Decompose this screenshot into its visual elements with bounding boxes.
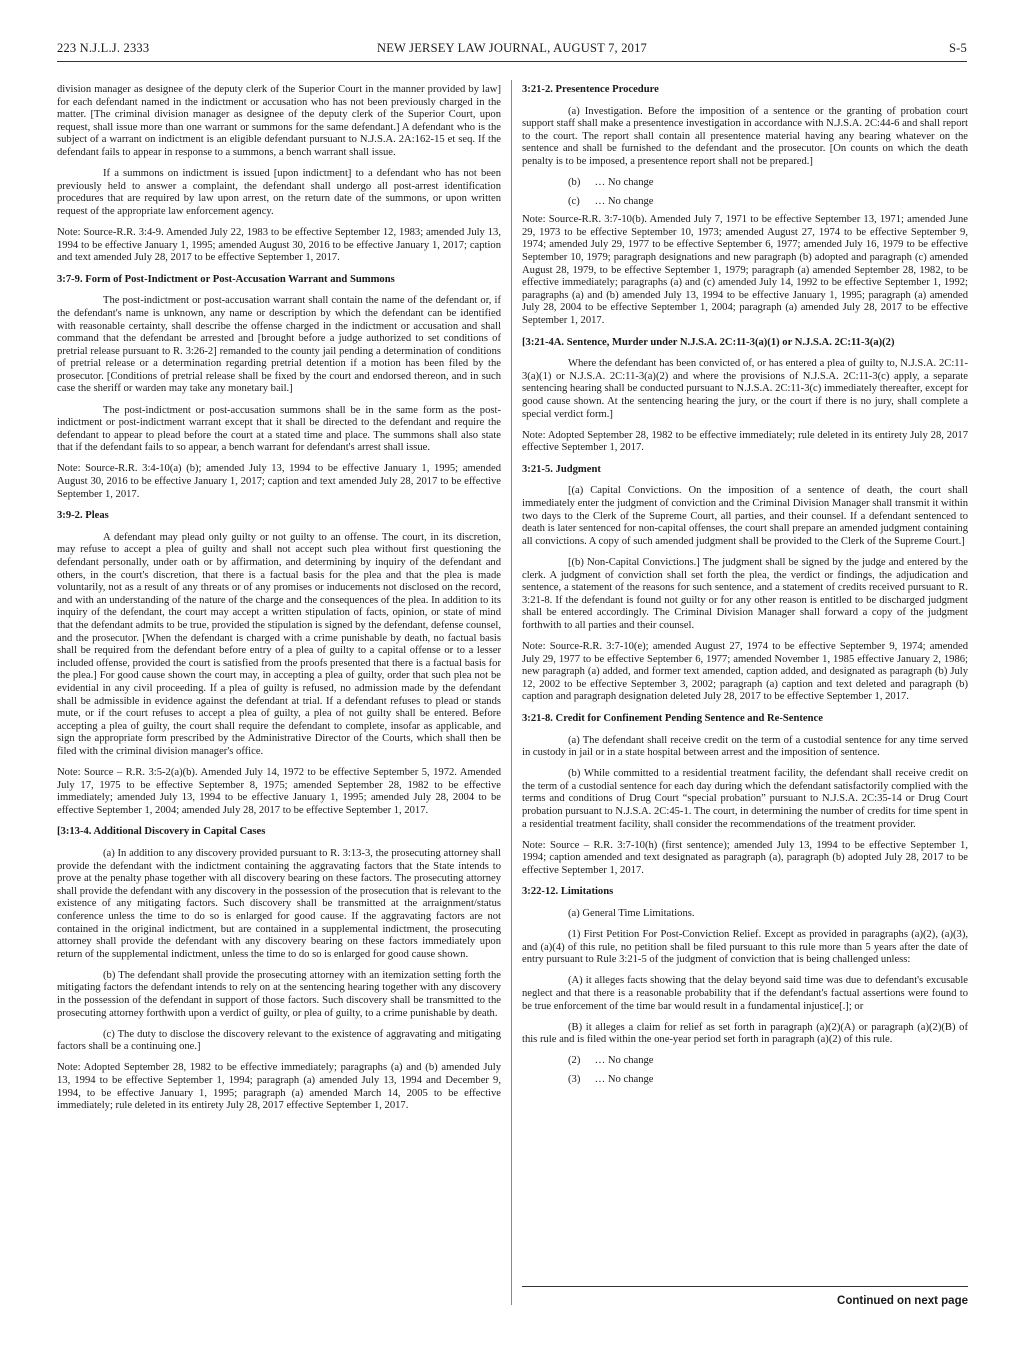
left-column bbox=[57, 84, 501, 1122]
item-marker: (2) bbox=[568, 1055, 581, 1067]
item-text: … No change bbox=[594, 177, 654, 189]
continued-label: Continued on next page bbox=[837, 1295, 968, 1307]
item-text: … No change bbox=[594, 1074, 654, 1085]
page-number: S-5 bbox=[949, 41, 967, 55]
paragraph: The post-indictment or post-accusation warrant shall contain the name of the defendant or, if the defendant's name is unknown, any name or description by which the defendant can be identified with reasonable certainty, shall describe the offense charged in the indictment or accusation and shall command that the defendant be arrested and [brought before a judge authorized to set conditions of pretrial release pursuant to R. 3:26-2] remanded to the county jail pending a determination of conditions of pretrial release or a determination regarding pretrial detention if a motion has been filed by the prosecutor. [Conditions of pretrial release shall be fixed by the court and endorsed thereon, and in such case the sheriff or warden may take any monetary bail.] bbox=[57, 295, 501, 395]
section-heading: [3:21-4A. Sentence, Murder under N.J.S.A. 2C:11-3(a)(1) or N.J.S.A. 2C:11-3(a)(2) bbox=[522, 336, 895, 348]
paragraph: (b) The defendant shall provide the prosecuting attorney with an itemization setting forth the mitigating factors the defendant intends to rely on at the sentencing hearing together with any discovery in the possession of the defendant in support of those factors. Such discovery shall be transmitted to the prosecuting attorney forthwith upon a verdict of guilty, or plea of guilty, to a crime punishable by death. bbox=[57, 969, 501, 1019]
header-rule bbox=[57, 61, 967, 62]
item-marker: (3) bbox=[568, 1074, 581, 1085]
item-marker: (b) bbox=[568, 177, 581, 189]
paragraph: (b) While committed to a residential treatment facility, the defendant shall receive credit on the term of a custodial sentence for each day during which the defendant satisfactorily complied with the terms and conditions of Drug Court “special probation” pursuant to N.J.S.A. 2C:35-14 or Drug Court probation pursuant to N.J.S.A. 2C:45-1. The court, in determining the number of credits for time spent in a residential treatment facility, shall consider the recommendations of the treatment provider. bbox=[522, 768, 968, 830]
paragraph: (a) Investigation. Before the imposition of a sentence or the granting of probation court support staff shall make a presentence investigation in accordance with N.J.S.A. 2C:44-6 and shall report to the court. The report shall contain all presentence material having any bearing whatever on the sentence and shall be furnished to the defendant and the prosecutor. [On counts on which the death penalty is to be imposed, a presentence report shall not be prepared.] bbox=[522, 105, 968, 167]
right-column bbox=[522, 84, 968, 1093]
paragraph: (1) First Petition For Post-Conviction Relief. Except as provided in paragraphs (a)(2), (a)(3), and (a)(4) of this rule, no petition shall be filed pursuant to this rule more than 5 years after the date of entry pursuant to Rule 3:21-5 of the judgment of conviction that is being challenged unless: bbox=[522, 929, 968, 966]
paragraph: (a) In addition to any discovery provided pursuant to R. 3:13-3, the prosecuting attorney shall provide the defendant with the indictment containing the aggravating factors that the State intends to prove at the penalty phase together with all discovery bearing on these factors. The prosecuting attorney shall provide the defendant with any discovery in the possession of the prosecution that is relevant to the existence of any mitigating factors. Such discovery shall be transmitted at the arraignment/status conference unless the time to do so is enlarged for good cause. If the aggravating factors are not contained in the original indictment, but are contained in a supplemental indictment, the prosecuting attorney shall provide the defendant with any discovery bearing on these factors immediately upon return of the supplemental indictment, unless the time to do so is enlarged for good cause shown. bbox=[57, 847, 501, 960]
rule-note: Note: Source-R.R. 3:4-9. Amended July 22, 1983 to be effective September 12, 1983; amended July 13, 1994 to be effective January 1, 1995; amended August 30, 2016 to be effective January 1, 2017; caption and text amended July 28, 2017 to be effective September 1, 2017. bbox=[57, 226, 501, 264]
list-item bbox=[522, 196, 968, 209]
section-heading: 3:9-2. Pleas bbox=[57, 510, 109, 522]
rule-note: Note: Source-R.R. 3:7-10(e); amended August 27, 1974 to be effective September 9, 1974; amended July 29, 1977 to be effective September 6, 1977; amended November 1, 1985 effective January 2, 1986; new paragraph (a) added, and former text amended, caption added, and designated as paragraph (b) July 12, 2002 to be effective September 3, 2002; paragraph (a) caption and text deleted and paragraph (b) caption and paragraph designation deleted July 28, 2017 to be effective September 1, 2017. bbox=[522, 640, 968, 703]
section-heading: 3:21-5. Judgment bbox=[522, 463, 601, 475]
citation: 223 N.J.L.J. 2333 bbox=[57, 41, 150, 55]
section-heading: [3:13-4. Additional Discovery in Capital Cases bbox=[57, 826, 266, 838]
section-heading: 3:7-9. Form of Post-Indictment or Post-Accusation Warrant and Summons bbox=[57, 273, 395, 285]
paragraph: (a) General Time Limitations. bbox=[568, 908, 695, 920]
paragraph: [(b) Non-Capital Convictions.] The judgment shall be signed by the judge and entered by the clerk. A judgment of conviction shall set forth the plea, the verdict or findings, the adjudication and sentence, a statement of the reasons for such sentence, and a statement of credits received pursuant to R. 3:21-8. If the defendant is found not guilty or for any other reason is entitled to be discharged judgment shall be entered accordingly. The Criminal Division Manager shall forward a copy of the judgment forthwith to all parties and their counsel. bbox=[522, 556, 968, 631]
paragraph: (A) it alleges facts showing that the delay beyond said time was due to defendant's excusable neglect and that there is a reasonable probability that if the defendant's factual assertions were found to be true enforcement of the time bar would result in a fundamental injustice[.]; or bbox=[522, 975, 968, 1012]
paragraph: (c) The duty to disclose the discovery relevant to the existence of aggravating and mitigating factors shall be a continuing one.] bbox=[57, 1028, 501, 1053]
section-heading: 3:22-12. Limitations bbox=[522, 886, 614, 898]
page-header bbox=[57, 41, 967, 61]
paragraph: Where the defendant has been convicted of, or has entered a plea of guilty to, N.J.S.A. 2C:11-3(a)(1) or N.J.S.A. 2C:11-3(a)(2) and where the provisions of N.J.S.A. 2C:11-3(c) apply, a separate sentencing hearing shall be conducted pursuant to N.J.S.A. 2C:11-3(c) immediately thereafter, except for good cause shown. At the sentencing hearing the jury, or the court if there is no jury, shall complete a special verdict form.] bbox=[522, 358, 968, 420]
paragraph: division manager as designee of the deputy clerk of the Superior Court in the manner provided by law] for each defendant named in the indictment or accusation who has not been previously charged in the matter. [The criminal division manager as designee of the deputy clerk of the Superior Court, upon request, shall issue more than one warrant or summons for the same defendant.] A defendant who is the subject of a warrant on indictment is an eligible defendant pursuant to N.J.S.A. 2A:162-15 et seq. If the defendant fails to appear in response to a summons, a bench warrant shall issue. bbox=[57, 84, 501, 158]
item-marker: (c) bbox=[568, 195, 580, 207]
paragraph: A defendant may plead only guilty or not guilty to an offense. The court, in its discretion, may refuse to accept a plea of guilty and shall not accept such plea without first questioning the defendant personally, under oath or by affirmation, and determining by inquiry of the defendant and others, in the court's discretion, that there is a factual basis for the plea and that the plea is made voluntarily, not as a result of any threats or of any promises or inducements not disclosed on the record, and with an understanding of the nature of the charge and the consequences of the plea. In addition to its inquiry of the defendant, the court may accept a written stipulation of facts, opinion, or state of mind that the defendant admits to be true, provided the stipulation is signed by the defendant, defense counsel, and the prosecutor. [When the defendant is charged with a crime punishable by death, no factual basis shall be required from the defendant before entry of a plea of guilty to a capital offense or to a lesser included offense, provided the court is satisfied from the proofs presented that there is a factual basis for the plea.] For good cause shown the court may, in accepting a plea of guilty, order that such plea not be evidential in any civil proceeding. If a plea of guilty is refused, no admission made by the defendant shall be admissible in evidence against the defendant at trial. If a defendant refuses to plead or stands mute, or if the court refuses to accept a plea of guilty, a plea of not guilty shall be entered. Before accepting a plea of guilty, the court shall require the defendant to complete, insofar as applicable, and sign the appropriate form prescribed by the Administrative Director of the Courts, which shall then be filed with the criminal division manager's office. bbox=[57, 531, 501, 757]
rule-note: Note: Source-R.R. 3:7-10(b). Amended July 7, 1971 to be effective September 13, 1971; amended June 29, 1973 to be effective September 10, 1973; amended August 27, 1974 to be effective September 9, 1974; amended July 29, 1977 to be effective September 6, 1977; amended July 16, 1979 to be effective September 10, 1979; paragraph designations and new paragraph (b) adopted and paragraph (c) amended August 28, 1979, to be effective September 1, 1979; paragraph (a) amended September 28, 1982, to be effective immediately; paragraphs (a) and (c) amended July 14, 1992 to be effective September 1, 1992; paragraphs (a) and (b) amended July 13, 1994 to be effective January 1, 1995; paragraph (a) amended July 28, 2004 to be effective September 1, 2004; paragraph (a) amended July 28, 2017 to be effective September 1, 2017. bbox=[522, 214, 968, 326]
section-heading: 3:21-2. Presentence Procedure bbox=[522, 84, 659, 95]
item-text: … No change bbox=[594, 1055, 654, 1067]
paragraph: If a summons on indictment is issued [upon indictment] to a defendant who has not been previously held to answer a complaint, the defendant shall undergo all post-arrest identification procedures that are required by law upon arrest, on the return date of the summons, or upon written request of the appropriate law enforcement agency. bbox=[57, 168, 501, 217]
rule-note: Note: Adopted September 28, 1982 to be effective immediately; paragraphs (a) and (b) amended July 13, 1994 to be effective September 1, 1994; paragraph (a) amended July 13, 1994 and December 9, 1994, to be effective January 1, 1995; paragraph (a) amended March 14, 2005 to be effective immediately; rule deleted in its entirety July 28, 2017 effective September 1, 2017. bbox=[57, 1062, 501, 1112]
paragraph: (a) The defendant shall receive credit on the term of a custodial sentence for any time served in custody in jail or in a state hospital between arrest and the imposition of sentence. bbox=[522, 734, 968, 759]
section-heading: 3:21-8. Credit for Confinement Pending Sentence and Re-Sentence bbox=[522, 712, 823, 724]
list-item bbox=[522, 177, 968, 190]
item-text: … No change bbox=[594, 195, 654, 207]
list-item bbox=[522, 1074, 968, 1087]
rule-note: Note: Source – R.R. 3:5-2(a)(b). Amended July 14, 1972 to be effective September 5, 1972. Amended July 17, 1975 to be effective September 8, 1975; amended September 28, 1982 to be effective immediately; amended July 13, 1994 to be effective January 1, 1995; amended July 28, 2004 to be effective September 1, 2004; amended July 28, 2017 to be effective September 1, 2017. bbox=[57, 767, 501, 816]
paragraph: The post-indictment or post-accusation summons shall be in the same form as the post-indictment or post-indictment warrant except that it shall be directed to the defendant and require the defendant to appear to plead before the court at a stated time and place. The summons shall also state that if the defendant fails to so appear, a bench warrant for defendant's arrest shall issue. bbox=[57, 404, 501, 454]
rule-note: Note: Source-R.R. 3:4-10(a) (b); amended July 13, 1994 to be effective January 1, 1995; amended August 30, 2016 to be effective January 1, 2017; caption and text amended July 28, 2017 to be effective September 1, 2017. bbox=[57, 463, 501, 500]
list-item bbox=[522, 1055, 968, 1068]
paragraph: [(a) Capital Convictions. On the imposition of a sentence of death, the court shall immediately enter the judgment of conviction and the Criminal Division Manager shall transmit it within two days to the Clerk of the Supreme Court, all parties, and their counsel. If a defendant sentenced to death is later sentenced for non-capital offenses, the court shall prepare an amended judgment containing all convictions. A copy of such amended judgment shall be provided to the Clerk of the Supreme Court.] bbox=[522, 485, 968, 547]
continued-footer bbox=[522, 1286, 968, 1307]
paragraph: (B) it alleges a claim for relief as set forth in paragraph (a)(2)(A) or paragraph (a)(2)(B) of this rule and is filed within the one-year period set forth in paragraph (a)(2) of this rule. bbox=[522, 1021, 968, 1046]
publication-title: NEW JERSEY LAW JOURNAL, AUGUST 7, 2017 bbox=[376, 41, 648, 55]
column-divider bbox=[511, 80, 512, 1305]
rule-note: Note: Source – R.R. 3:7-10(h) (first sentence); amended July 13, 1994 to be effective September 1, 1994; caption amended and text designated as paragraph (a), paragraph (b) adopted July 28, 2017 to be effective September 1, 2017. bbox=[522, 839, 968, 876]
rule-note: Note: Adopted September 28, 1982 to be effective immediately; rule deleted in its entirety July 28, 2017 effective September 1, 2017. bbox=[522, 429, 968, 454]
